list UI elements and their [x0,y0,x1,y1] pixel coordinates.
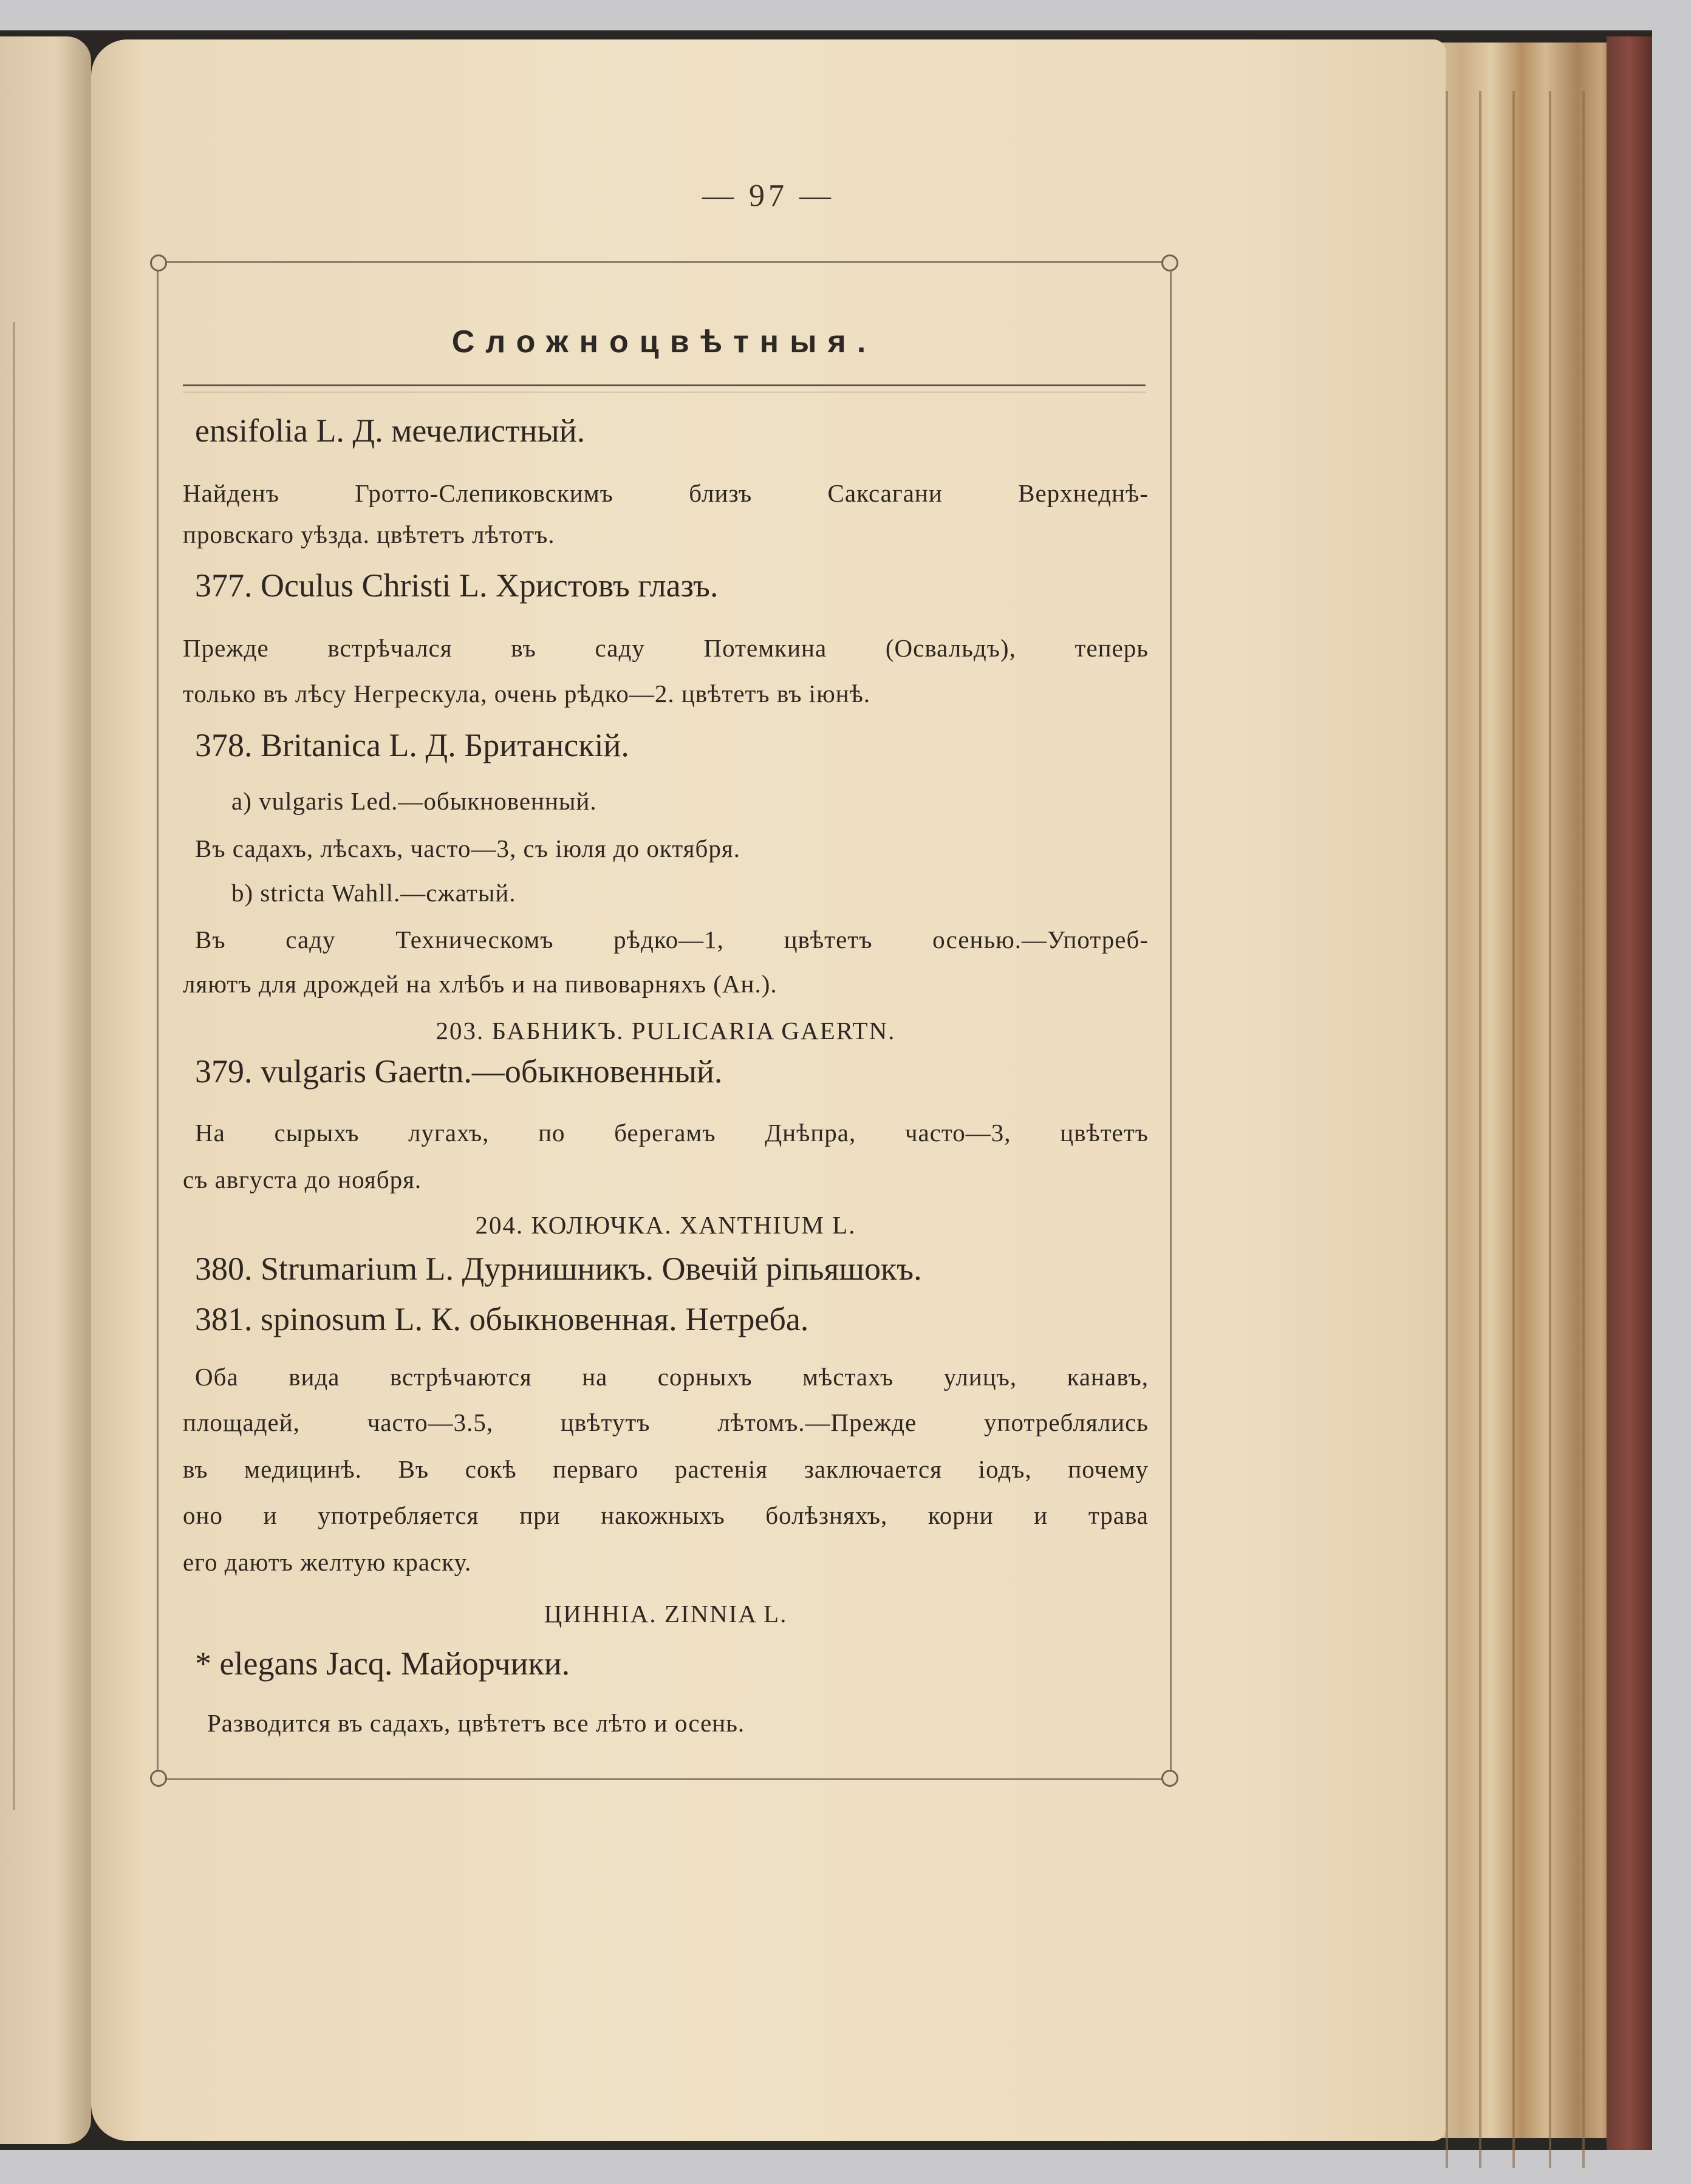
body-line: въ медицинѣ. Въ сокѣ перваго растенія заключается іодъ, почему [183,1455,1149,1483]
title-rule [183,384,1146,386]
species-entry: 379. vulgaris Gaertn.—обыкновенный. [195,1053,723,1090]
body-line: оно и употребляется при накожныхъ болѣзняхъ, корни и трава [183,1501,1149,1529]
body-line: его даютъ желтую краску. [183,1548,472,1576]
body-line: провскаго уѣзда. цвѣтетъ лѣтотъ. [183,520,555,548]
edge-strip [1479,91,1481,2168]
previous-page-edge [0,36,91,2144]
species-entry: ensifolia L. Д. мечелистный. [195,412,586,449]
genus-heading: 203. БАБНИКЪ. PULICARIA GAERTN. [436,1017,896,1045]
species-entry: 381. spinosum L. К. обыкновенная. Нетреба. [195,1301,809,1337]
body-line: На сырыхъ лугахъ, по берегамъ Днѣпра, часто—3, цвѣтетъ [195,1119,1149,1147]
body-line: Оба вида встрѣчаются на сорныхъ мѣстахъ улицъ, канавъ, [195,1363,1149,1391]
book-cover-edge [1607,36,1652,2150]
body-line: Въ саду Техническомъ рѣдко—1, цвѣтетъ осенью.—Употреб- [195,926,1149,954]
species-entry: 378. Britanica L. Д. Британскій. [195,727,629,763]
body-line: только въ лѣсу Негрескула, очень рѣдко—2. цвѣтетъ въ іюнѣ. [183,680,871,708]
body-line: Въ садахъ, лѣсахъ, часто—3, съ іюля до октября. [195,834,740,862]
body-line: Разводится въ садахъ, цвѣтетъ все лѣто и осень. [207,1709,745,1737]
variety-line: a) vulgaris Led.—обыкновенный. [231,787,597,815]
edge-strip [1549,91,1551,2168]
edge-strip [1446,91,1448,2168]
page-stack-edges [1421,43,1622,2138]
frame-corner-ornament [150,1770,167,1787]
text-frame [157,261,1172,1780]
body-line: площадей, часто—3.5, цвѣтутъ лѣтомъ.—Прежде употреблялись [183,1408,1149,1436]
variety-line: b) stricta Wahll.—сжатый. [231,879,516,907]
frame-corner-ornament [150,254,167,271]
edge-strip [1582,91,1585,2168]
frame-corner-ornament [1161,1770,1178,1787]
genus-heading: 204. КОЛЮЧКА. XANTHIUM L. [475,1211,856,1239]
body-line: съ августа до ноября. [183,1165,422,1193]
previous-page-frame-line [13,322,15,1810]
frame-corner-ornament [1161,254,1178,271]
section-title: Сложноцвѣтныя. [451,324,877,360]
body-line: Найденъ Гротто-Слепиковскимъ близъ Саксагани Верхнеднѣ- [183,479,1149,507]
genus-heading: ЦИННІА. ZINNIA L. [544,1600,788,1628]
species-entry: * elegans Jacq. Майорчики. [195,1645,570,1682]
body-line: ляютъ для дрождей на хлѣбъ и на пивоварняхъ (Ан.). [183,970,777,998]
page-number: — 97 — [702,179,835,213]
species-entry: 380. Strumarium L. Дурнишникъ. Овечій ріпьяшокъ. [195,1251,922,1287]
book-page [91,39,1446,2141]
species-entry: 377. Oculus Christi L. Христовъ глазъ. [195,567,719,604]
edge-strip [1512,91,1515,2168]
body-line: Прежде встрѣчался въ саду Потемкина (Освальдъ), теперь [183,634,1149,662]
